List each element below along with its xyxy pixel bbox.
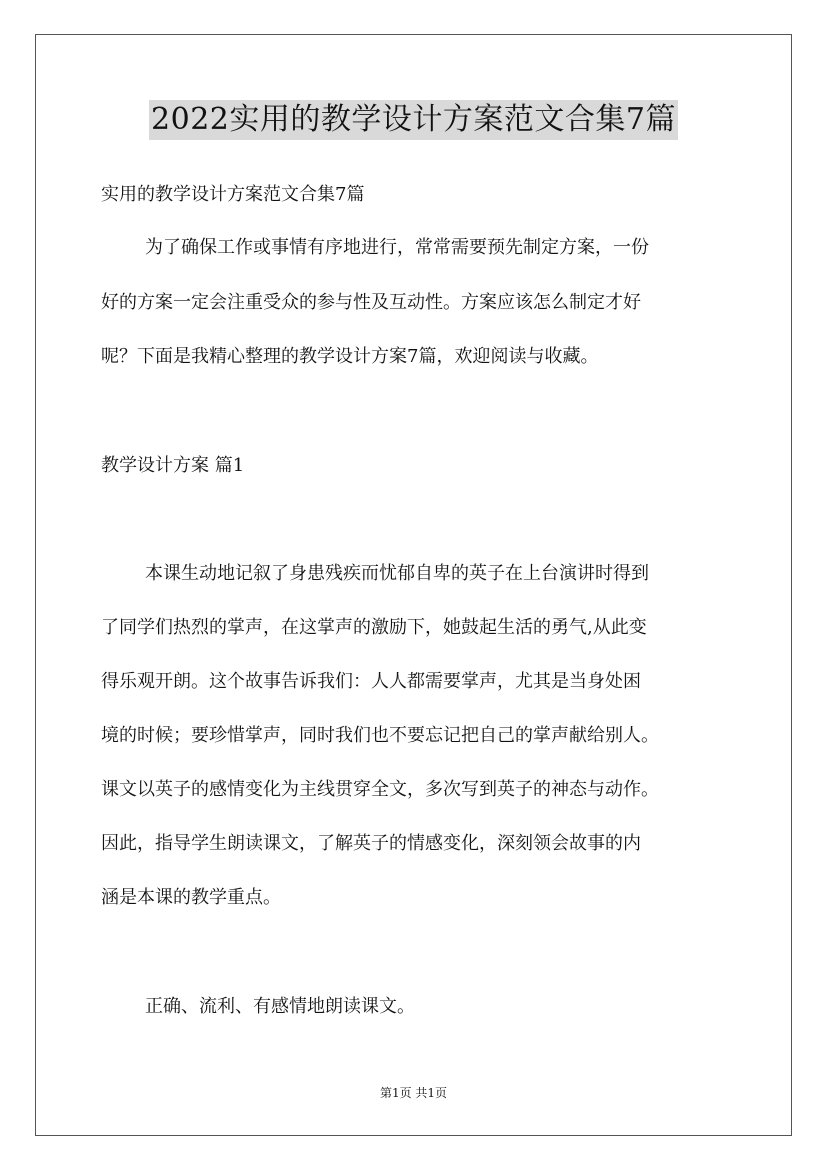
intro-line-3: 呢？下面是我精心整理的教学设计方案7篇，欢迎阅读与收藏。 <box>101 346 599 367</box>
body-line-3: 得乐观开朗。这个故事告诉我们：人人都需要掌声，尤其是当身处困 <box>101 671 641 692</box>
body-line-6: 因此，指导学生朗读课文，了解英子的情感变化，深刻领会故事的内 <box>101 833 641 854</box>
intro-line-2: 好的方案一定会注重受众的参与性及互动性。方案应该怎么制定才好 <box>101 292 641 313</box>
page-footer: 第1页 共1页 <box>379 1086 448 1100</box>
intro-line-1: 为了确保工作或事情有序地进行，常常需要预先制定方案，一份 <box>145 237 649 258</box>
teaching-goal-line: 正确、流利、有感情地朗读课文。 <box>145 996 415 1017</box>
section-heading: 教学设计方案 篇1 <box>101 455 245 476</box>
body-line-1: 本课生动地记叙了身患残疾而忧郁自卑的英子在上台演讲时得到 <box>145 563 649 584</box>
body-line-4: 境的时候；要珍惜掌声，同时我们也不要忘记把自己的掌声献给别人。 <box>101 725 659 746</box>
body-line-2: 了同学们热烈的掌声，在这掌声的激励下，她鼓起生活的勇气,从此变 <box>101 617 647 638</box>
title-container <box>0 100 827 140</box>
document-subtitle: 实用的教学设计方案范文合集7篇 <box>101 184 365 205</box>
body-line-5: 课文以英子的感情变化为主线贯穿全文，多次写到英子的神态与动作。 <box>101 779 659 800</box>
body-line-7: 涵是本课的教学重点。 <box>101 887 281 908</box>
document-title: 2022实用的教学设计方案范文合集7篇 <box>149 100 678 140</box>
